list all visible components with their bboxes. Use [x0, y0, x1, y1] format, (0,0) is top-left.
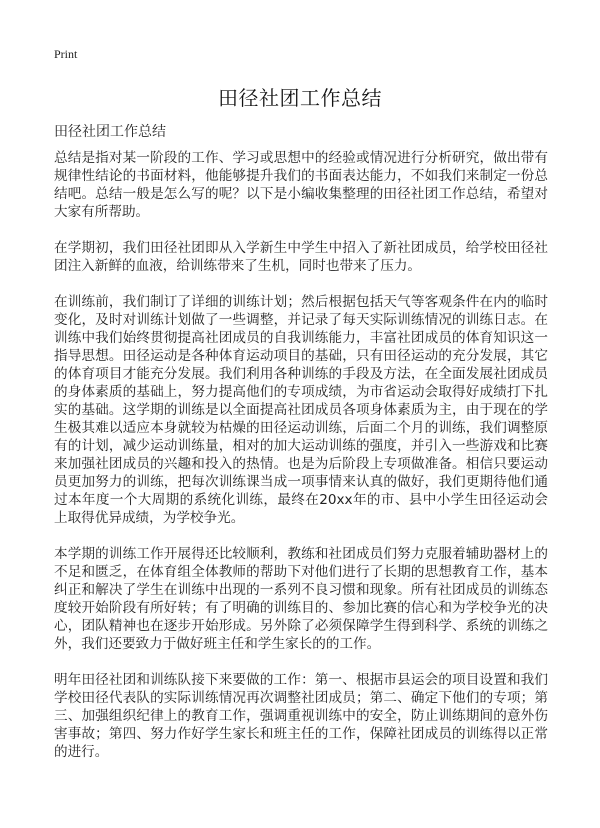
paragraph-next-year-plan: 明年田径社团和训练队接下来要做的工作：第一、根据市县运会的项目设置和我们学校田径代表队的实际训练情况再次调整社团成员；第二、确定下他们的专项；第三、加强组织纪律上的教育工作，强调重视训练中的安全，防止训练期间的意外伤害事故；第四、努力作好学生家长和班主任的工作，保障社团成员的训练得以正常的进行。 — [54, 672, 548, 760]
document-subtitle: 田径社团工作总结 — [54, 124, 166, 140]
paragraph-training: 在训练前，我们制订了详细的训练计划；然后根据包括天气等客观条件在内的临时变化，及时对训练计划做了一些调整，并记录了每天实际训练情况的训练日志。在训练中我们始终贯彻提高社团成员的自我训练能力，丰富社团成员的体育知识这一指导思想。田径运动是各种体育运动项目的基础，只有田径运动的充分发展，其它的体育项目才能充分发展。我们利用各种训练的手段及方法，在全面发展社团成员的身体素质的基础上，努力提高他们的专项成绩，为市省运动会取得好成绩打下扎实的基础。这学期的训练是以全面提高社团成员各项身体素质为主，由于现在的学生极其难以适应本身就较为枯燥的田径运动训练，后面二个月的训练，我们调整原有的计划，减少运动训练量，相对的加大运动训练的强度，并引入一些游戏和比赛来加强社团成员的兴趣和投入的热情。也是为后阶段上专项做准备。相信只要运动员更加努力的训练，把每次训练课当成一项事情来认真的做好，我们更期待他们通过本年度一个大周期的系统化训练，最终在20xx年的市、县中小学生田径运动会上取得优异成绩，为学校争光。 — [54, 294, 548, 526]
paragraph-recruitment: 在学期初，我们田径社团即从入学新生中学生中招入了新社团成员，给学校田径社团注入新鲜的血液，给训练带来了生机，同时也带来了压力。 — [54, 240, 548, 274]
document-title: 田径社团工作总结 — [218, 86, 382, 110]
document-body — [54, 149, 548, 779]
print-link[interactable]: Print — [54, 47, 78, 61]
paragraph-intro: 总结是指对某一阶段的工作、学习或思想中的经验或情况进行分析研究，做出带有规律性结论的书面材料，他能够提升我们的书面表达能力，不如我们来制定一份总结吧。总结一般是怎么写的呢？以下是小编收集整理的田径社团工作总结，希望对大家有所帮助。 — [54, 150, 548, 220]
paragraph-semester-review: 本学期的训练工作开展得还比较顺利，教练和社团成员们努力克服着辅助器材上的不足和匮乏，在体育组全体教师的帮助下对他们进行了长期的思想教育工作，基本纠正和解决了学生在训练中出现的一系列不良习惯和现象。所有社团成员的训练态度较开始阶段有所好转；有了明确的训练目的、参加比赛的信心和为学校争光的决心，团队精神也在逐步开始形成。另外除了必须保障学生得到科学、系统的训练之外，我们还要致力于做好班主任和学生家长的的工作。 — [54, 546, 548, 652]
